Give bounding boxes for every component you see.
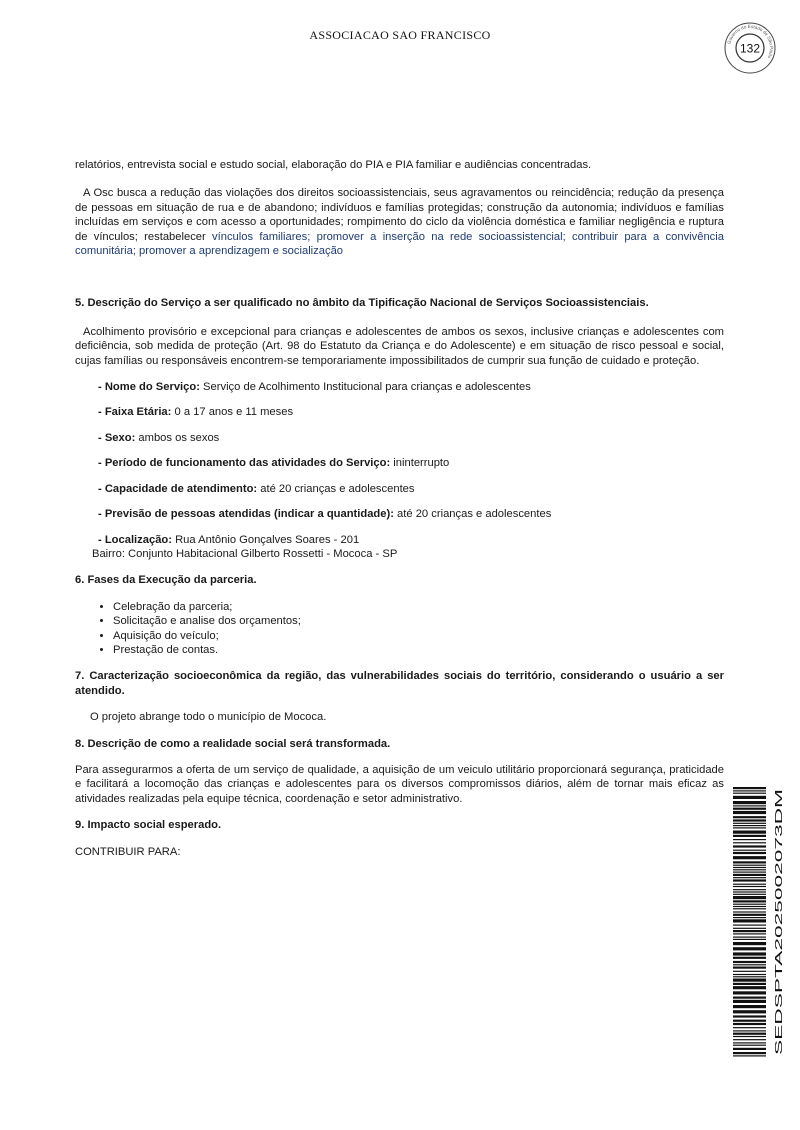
service-item-value: Rua Antônio Gonçalves Soares - 201 — [171, 533, 360, 546]
service-item-label: - Sexo: — [98, 431, 136, 444]
service-item-value: 0 a 17 anos e 11 meses — [171, 406, 294, 419]
government-seal-stamp — [724, 22, 776, 74]
osc-goals-highlight: vínculos familiares; promover a inserção na rede socioassistencial; contribuir para a convivência comunitária; promover a aprendizagem e socialização — [75, 230, 724, 258]
service-item-name — [98, 380, 724, 394]
barcode — [733, 787, 766, 1057]
section-5-heading: 5. Descrição do Serviço a ser qualificado no âmbito da Tipificação Nacional de Serviços Socioassistenciais. — [75, 297, 649, 310]
service-item-sex — [98, 431, 724, 445]
svg-text:Governo do Estado de São Paulo: Governo do Estado de São Paulo — [726, 23, 775, 60]
service-item-label: - Capacidade de atendimento: — [98, 482, 258, 495]
list-item: • Aquisição do veículo; — [113, 629, 724, 643]
section-8-heading: 8. Descrição de como a realidade social será transformada. — [75, 737, 391, 750]
service-item-neighborhood: Bairro: Conjunto Habitacional Gilberto Rossetti - Mococa - SP — [92, 547, 398, 560]
service-item-value: ininterrupto — [390, 457, 450, 470]
service-item-forecast — [98, 507, 724, 521]
paragraph-osc-goals — [75, 186, 724, 258]
service-item-label: - Faixa Etária: — [98, 406, 172, 419]
service-item-label: - Localização: — [98, 533, 172, 546]
section-8-body: Para assegurarmos a oferta de um serviço de qualidade, a aquisição de um veiculo utilitário proporcionará segurança, praticidade e facilitará a locomoção das crianças e adolescentes para os diversos compromissos diários, além de tornar mais eficaz as atividades realizadas pela equipe técnica, coordenação e setor administrativo. — [75, 763, 724, 805]
service-item-period — [98, 456, 724, 470]
service-item-value: ambos os sexos — [135, 431, 220, 444]
service-item-label: - Período de funcionamento das atividades do Serviço: — [98, 457, 391, 470]
osc-goals-text: A Osc busca a redução das violações dos direitos socioassistenciais, seus agravamentos ou reincidência; redução da presença de pessoas em situação de rua e de abandono; indivíduos e famílias protegidas; construção da autonomia; indivíduos e famílias incluídas em serviços e com acesso a oportunidades; rompimento do ciclo da violência doméstica e familiar negligência e ruptura de vínculos; restabelecer — [75, 187, 724, 243]
document-header-title: ASSOCIACAO SAO FRANCISCO — [309, 28, 491, 42]
barcode-code — [771, 787, 785, 1057]
section-6-heading: 6. Fases da Execução da parceria. — [75, 574, 257, 587]
section-5-body: Acolhimento provisório e excepcional para crianças e adolescentes de ambos os sexos, inclusive crianças e adolescentes com deficiência, sob medida de proteção (Art. 98 do Estatuto da Criança e do Adolescente) e em situação de risco pessoal e social, cujas famílias ou responsáveis encontrem-se temporariamente impossibilitados de cumprir sua função de cuidado e proteção. — [75, 325, 724, 367]
list-item: • Celebração da parceria; — [113, 600, 724, 614]
paragraph-reports: relatórios, entrevista social e estudo social, elaboração do PIA e PIA familiar e audiências concentradas. — [75, 159, 592, 171]
phases-list — [75, 600, 724, 658]
section-9-body: CONTRIBUIR PARA: — [75, 845, 181, 858]
service-item-age — [98, 405, 724, 419]
section-9-heading: 9. Impacto social esperado. — [75, 819, 222, 832]
service-item-label: - Nome do Serviço: — [98, 381, 200, 394]
service-item-location — [98, 533, 724, 547]
section-7-heading: 7. Caracterização socioeconômica da região, das vulnerabilidades sociais do território, considerando o usuário a ser atendido. — [75, 670, 724, 697]
svg-text:SEDSPTA2025002073DM: SEDSPTA2025002073DM — [774, 933, 785, 1055]
service-item-value: até 20 crianças e adolescentes — [393, 508, 552, 521]
section-7-body: O projeto abrange todo o município de Mococa. — [90, 711, 327, 724]
list-item: • Prestação de contas. — [113, 643, 724, 657]
service-item-label: - Previsão de pessoas atendidas (indicar a quantidade): — [98, 508, 394, 521]
svg-text:132: 132 — [739, 41, 761, 56]
document-body — [75, 158, 724, 859]
service-item-capacity — [98, 482, 724, 496]
service-item-value: até 20 crianças e adolescentes — [257, 482, 415, 495]
list-item: • Solicitação e analise dos orçamentos; — [113, 614, 724, 628]
service-item-value: Serviço de Acolhimento Institucional para crianças e adolescentes — [199, 381, 531, 394]
